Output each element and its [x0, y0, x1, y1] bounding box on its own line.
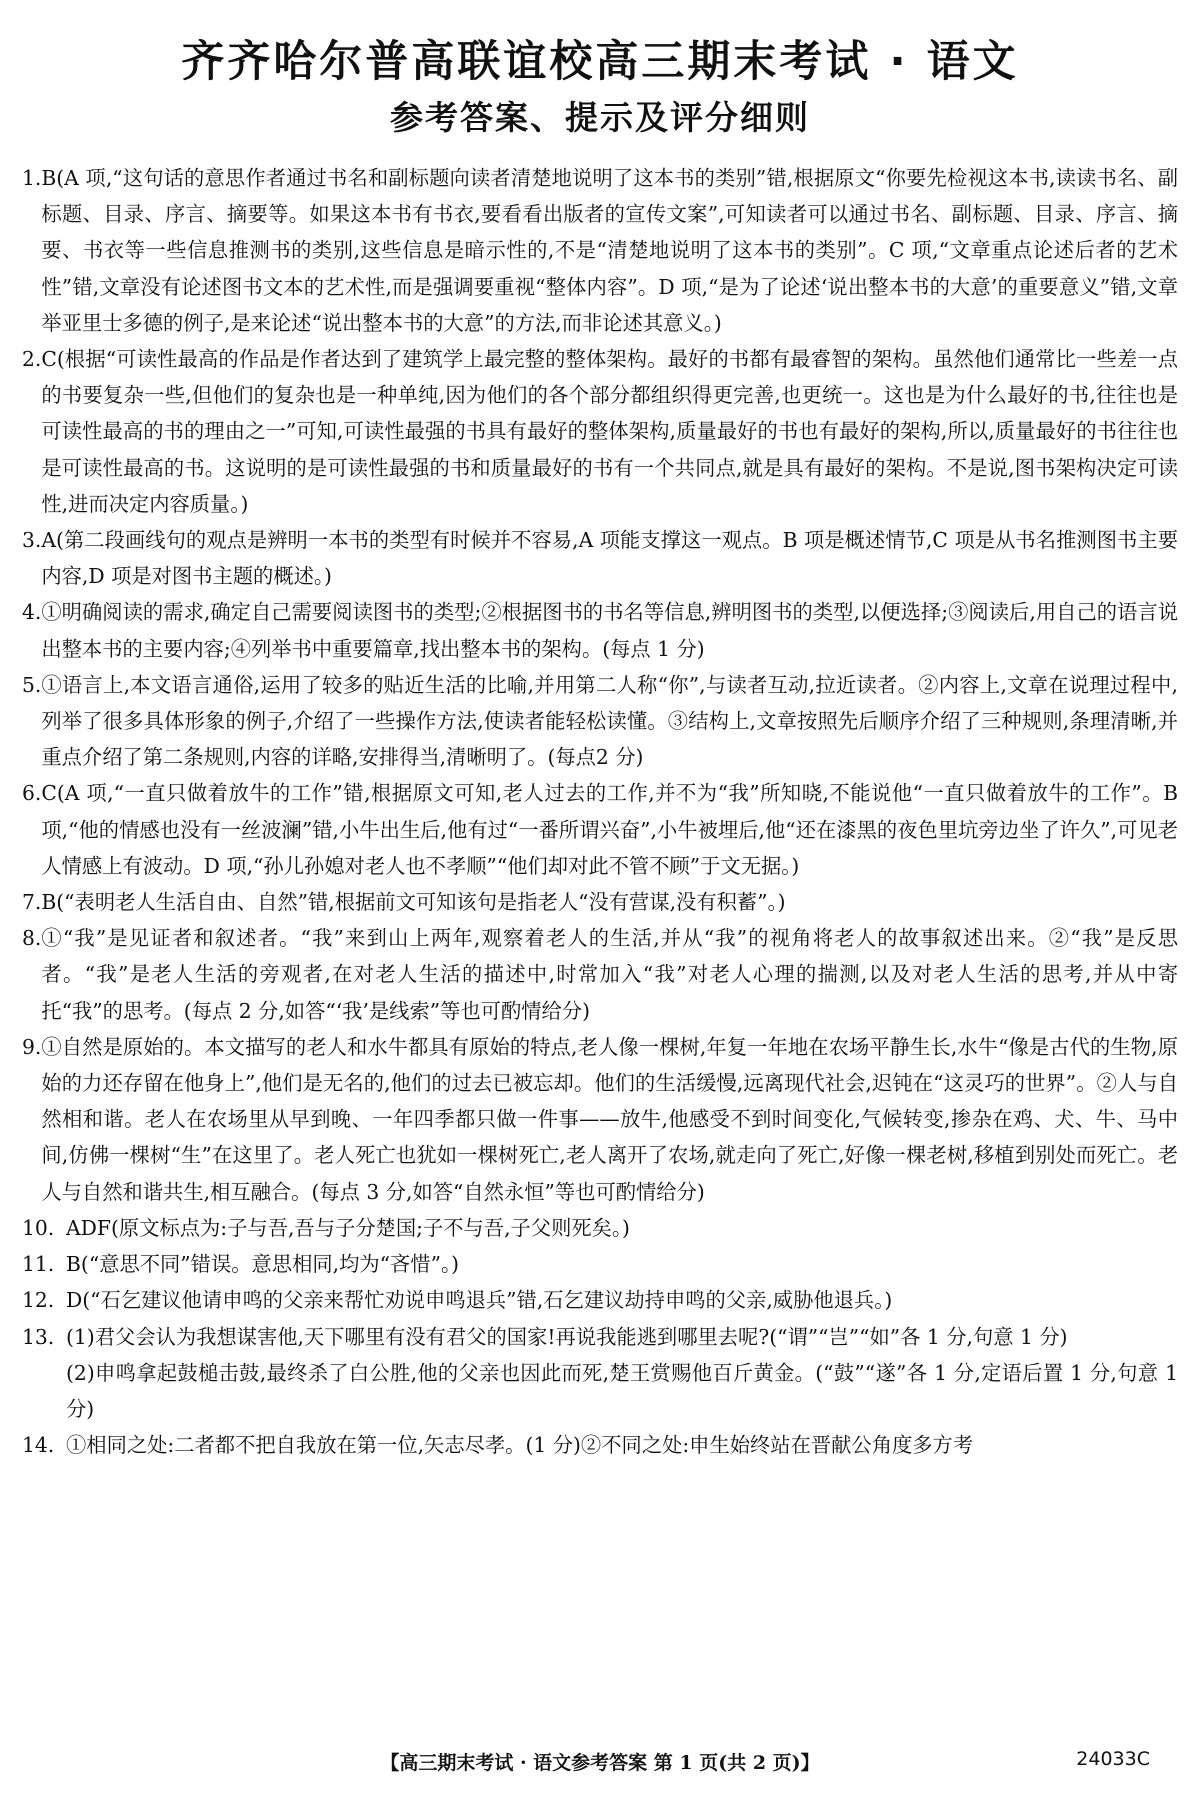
answer-number: 8. [22, 926, 42, 951]
answer-item [22, 341, 1178, 522]
answer-number: 5. [22, 672, 42, 697]
answer-number: 11. [22, 1252, 55, 1277]
answer-content [41, 594, 1178, 666]
answer-content [66, 1282, 1178, 1318]
answer-text: B(A 项,“这句话的意思作者通过书名和副标题向读者清楚地说明了这本书的类别”错,根据原文“你要先检视这本书,读读书名、副标题、目录、序言、摘要等。如果这本书有书衣,要看看出版者的宣传文案”,可知读者可以通过书名、副标题、目录、序言、摘要、书衣等一些信息推测书的类别,这些信息是暗示性的,不是“清楚地说明了这本书的类别”。C 项,“文章重点论述后者的艺术性”错,文章没有论述图书文本的艺术性,而是强调要重视“整体内容”。D 项,“是为了论述‘说出整本书的大意’的重要意义”错,文章举亚里士多德的例子,是来论述“说出整本书的大意”的方法,而非论述其意义。) [41, 166, 1178, 335]
answer-text: ①“我”是见证者和叙述者。“我”来到山上两年,观察着老人的生活,并从“我”的视角将老人的故事叙述出来。②“我”是反思者。“我”是老人生活的旁观者,在对老人生活的描述中,时常加入“我”对老人心理的揣测,以及对老人生活的思考,并从中寄托“我”的思考。(每点 2 分,如答“‘我’是线索”等也可酌情给分) [41, 926, 1179, 1023]
answer-number: 12. [22, 1288, 55, 1313]
answer-text: ①明确阅读的需求,确定自己需要阅读图书的类型;②根据图书的书名等信息,辨明图书的类型,以便选择;③阅读后,用自己的语言说出整本书的主要内容;④列举书中重要篇章,找出整本书的架构。(每点 1 分) [41, 600, 1178, 661]
answer-text: ①语言上,本文语言通俗,运用了较多的贴近生活的比喻,并用第二人称“你”,与读者互动,拉近读者。②内容上,文章在说理过程中,列举了很多具体形象的例子,介绍了一些操作方法,使读者能轻松读懂。③结构上,文章按照先后顺序介绍了三种规则,条理清晰,并重点介绍了第二条规则,内容的详略,安排得当,清晰明了。(每点2 分) [41, 672, 1178, 770]
page-footer [0, 1748, 1200, 1778]
answer-content [41, 920, 1178, 1029]
answer-item [22, 594, 1178, 666]
answer-number: 9. [22, 1034, 42, 1059]
footer-exam-code: 24033C [1076, 1748, 1150, 1770]
answer-number: 14. [22, 1433, 55, 1458]
answer-text: A(第二段画线句的观点是辨明一本书的类型有时候并不容易,A 项能支撑这一观点。B 项是概述情节,C 项是从书名推测图书主要内容,D 项是对图书主题的概述。) [41, 528, 1178, 589]
answer-number: 2. [22, 347, 42, 372]
answer-list [22, 160, 1178, 1463]
answer-item [22, 160, 1178, 341]
answer-content [66, 1246, 1178, 1282]
answer-item [22, 667, 1178, 776]
answer-item [22, 1427, 1178, 1463]
document-subtitle: 参考答案、提示及评分细则 [390, 98, 810, 137]
answer-text: (1)君父会认为我想谋害他,天下哪里有没有君父的国家!再说我能逃到哪里去呢?(“谓”“岂”“如”各 1 分,句意 1 分) [66, 1324, 1068, 1349]
answer-item [22, 522, 1178, 594]
answer-content [41, 341, 1178, 522]
answer-content [41, 775, 1178, 884]
answer-number: 4. [22, 600, 42, 625]
answer-text: ①自然是原始的。本文描写的老人和水牛都具有原始的特点,老人像一棵树,年复一年地在农场平静生长,水牛“像是古代的生物,原始的力还存留在他身上”,他们是无名的,他们的过去已被忘却。他们的生活缓慢,远离现代社会,迟钝在“这灵巧的世界”。②人与自然相和谐。老人在农场里从早到晚、一年四季都只做一件事——放牛,他感受不到时间变化,气候转变,掺杂在鸡、犬、牛、马中间,仿佛一棵树“生”在这里了。老人死亡也犹如一棵树死亡,老人离开了农场,就走向了死亡,好像一棵老树,移植到别处而死亡。老人与自然和谐共生,相互融合。(每点 3 分,如答“自然永恒”等也可酌情给分) [41, 1034, 1178, 1204]
answer-item [22, 920, 1178, 1029]
answer-item [22, 1029, 1178, 1210]
answer-number: 3. [22, 528, 42, 553]
answer-content [66, 1319, 1178, 1428]
answer-content [41, 884, 1178, 920]
answer-number: 1. [22, 166, 42, 190]
answer-content [41, 667, 1178, 776]
answer-content [66, 1210, 1178, 1246]
answer-text: ADF(原文标点为:子与吾,吾与子分楚国;子不与吾,子父则死矣。) [66, 1215, 630, 1240]
answer-item [22, 1210, 1178, 1246]
answer-content [41, 522, 1178, 594]
answer-item [22, 884, 1178, 920]
answer-number: 6. [22, 781, 42, 806]
answer-number: 13. [22, 1324, 55, 1349]
answer-item [22, 1319, 1178, 1428]
answer-text: B(“意思不同”错误。意思相同,均为“吝惜”。) [66, 1252, 460, 1277]
answer-text: D(“石乞建议他请申鸣的父亲来帮忙劝说申鸣退兵”错,石乞建议劫持申鸣的父亲,威胁他退兵。) [66, 1288, 893, 1313]
answer-item [22, 1282, 1178, 1318]
answer-text: B(“表明老人生活自由、自然”错,根据前文可知该句是指老人“没有营谋,没有积蓄”。) [41, 890, 786, 915]
answer-item [22, 1246, 1178, 1282]
answer-content [66, 1427, 1178, 1463]
answer-content [41, 1029, 1178, 1210]
answer-text: ①相同之处:二者都不把自我放在第一位,矢志尽孝。(1 分)②不同之处:申生始终站在晋献公角度多方考 [66, 1433, 974, 1458]
answer-number: 7. [22, 890, 42, 915]
answer-text: C(根据“可读性最高的作品是作者达到了建筑学上最完整的整体架构。最好的书都有最睿智的架构。虽然他们通常比一些差一点的书要复杂一些,但他们的复杂也是一种单纯,因为他们的各个部分都组织得更完善,也更统一。这也是为什么最好的书,往往也是可读性最高的书的理由之一”可知,可读性最强的书具有最好的整体架构,质量最好的书也有最好的架构,所以,质量最好的书往往也是可读性最高的书。这说明的是可读性最强的书和质量最好的书有一个共同点,就是具有最好的架构。不是说,图书架构决定可读性,进而决定内容质量。) [41, 347, 1178, 516]
answer-number: 10. [22, 1215, 55, 1240]
answer-content [41, 160, 1178, 341]
answer-item [22, 775, 1178, 884]
footer-page-info: 【高三期末考试 · 语文参考答案 第 1 页(共 2 页)】 [380, 1752, 820, 1774]
answer-text: (2)申鸣拿起鼓槌击鼓,最终杀了白公胜,他的父亲也因此而死,楚王赏赐他百斤黄金。(“鼓”“遂”各 1 分,定语后置 1 分,句意 1 分) [66, 1360, 1178, 1421]
document-title: 齐齐哈尔普高联谊校高三期末考试 · 语文 [181, 37, 1019, 87]
answer-text: C(A 项,“一直只做着放牛的工作”错,根据原文可知,老人过去的工作,并不为“我”所知晓,不能说他“一直只做着放牛的工作”。B 项,“他的情感也没有一丝波澜”错,小牛出生后,他有过“一番所谓兴奋”,小牛被埋后,他“还在漆黑的夜色里坑旁边坐了许久”,可见老人情感上有波动。D 项,“孙儿孙媳对老人也不孝顺”“他们却对此不管不顾”于文无据。) [41, 781, 1178, 878]
